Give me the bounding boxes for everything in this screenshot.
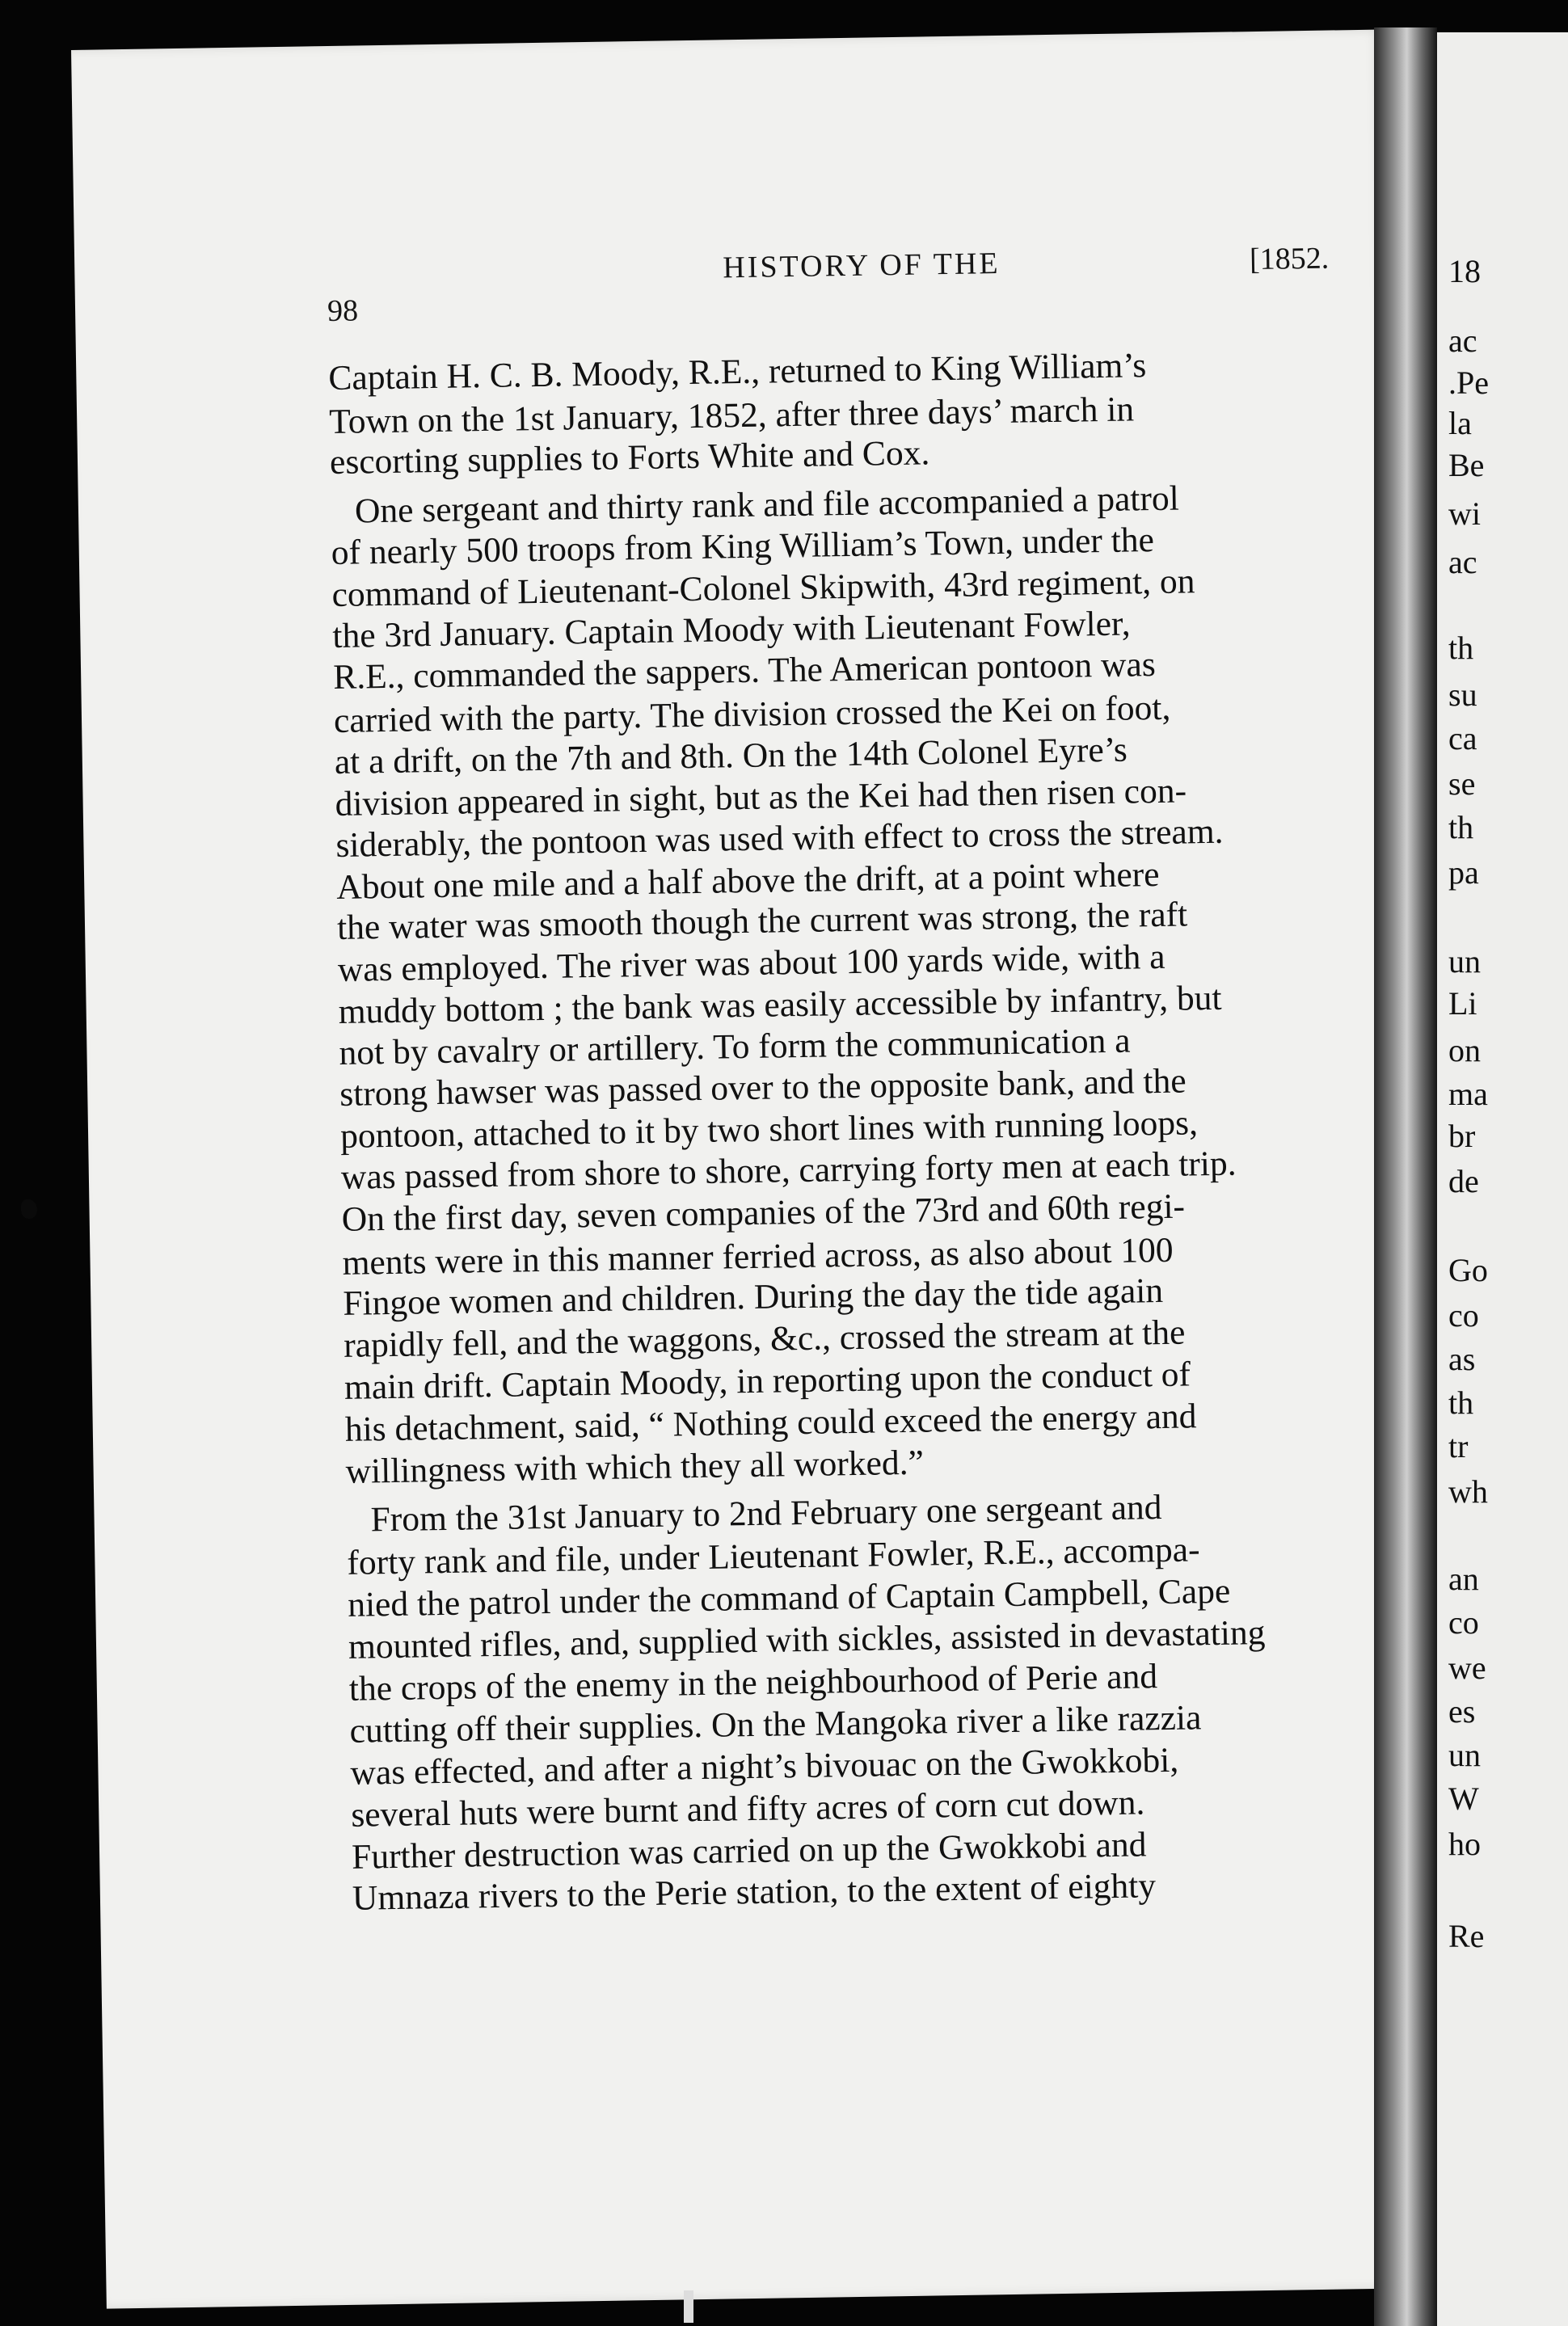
facing-page-fragment: ho [1448, 1826, 1481, 1862]
facing-page-fragment: th [1448, 1384, 1474, 1421]
text-line: pontoon, attached to it by two short lines with running loops, [339, 1103, 1199, 1156]
facing-page-fragment: wi [1448, 495, 1481, 532]
text-line: About one mile and a half above the drift, at a point where [335, 854, 1160, 907]
text-line: willingness with which they all worked.” [345, 1443, 925, 1491]
facing-page-fragment: W [1448, 1780, 1479, 1817]
text-line: his detachment, said, “ Nothing could exceed the energy and [344, 1397, 1197, 1449]
text-line: the water was smooth though the current was strong, the raft [336, 895, 1188, 947]
facing-page-fragment: as [1448, 1341, 1476, 1377]
text-line: mounted rifles, and, supplied with sickles, assisted in devastating [348, 1613, 1266, 1667]
text-line: division appeared in sight, but as the Kei had then risen con- [335, 771, 1187, 824]
facing-page-edge [1437, 32, 1568, 2326]
text-line: nied the patrol under the command of Captain Campbell, Cape [347, 1571, 1231, 1624]
text-line: Umnaza rivers to the Perie station, to the extent of eighty [352, 1866, 1157, 1918]
facing-page-fragment: ma [1448, 1076, 1488, 1112]
text-line: the crops of the enemy in the neighbourhood of Perie and [348, 1657, 1158, 1709]
facing-page-fragment: un [1448, 943, 1481, 980]
facing-page-fragment: es [1448, 1693, 1476, 1730]
facing-page-fragment: de [1448, 1163, 1479, 1199]
scan-speck [684, 2290, 693, 2323]
text-line: main drift. Captain Moody, in reporting upon the conduct of [344, 1355, 1191, 1407]
facing-page-fragment: th [1448, 630, 1474, 666]
page-number: 98 [327, 293, 359, 329]
text-line: the 3rd January. Captain Moody with Lieutenant Fowler, [332, 604, 1131, 656]
facing-page-fragment: se [1448, 765, 1476, 802]
facing-page-fragment: an [1448, 1561, 1479, 1597]
year-marker: [1852. [1249, 241, 1330, 277]
text-line: was passed from shore to shore, carrying forty men at each trip. [340, 1144, 1237, 1197]
facing-page-fragment: tr [1448, 1428, 1469, 1464]
facing-page-fragment: on [1448, 1032, 1481, 1068]
facing-page-fragment: Li [1448, 985, 1477, 1022]
text-line: forty rank and file, under Lieutenant Fowler, R.E., accompa- [347, 1530, 1200, 1582]
text-line: Captain H. C. B. Moody, R.E., returned to King William’s [328, 346, 1147, 398]
facing-page-fragment: we [1448, 1650, 1486, 1686]
facing-page-fragment: pa [1448, 854, 1479, 891]
facing-page-fragment: Go [1448, 1252, 1488, 1288]
text-line: From the 31st January to 2nd February one sergeant and [370, 1488, 1162, 1540]
facing-page-fragment: ca [1448, 720, 1477, 756]
text-line: Town on the 1st January, 1852, after three days’ march in [328, 390, 1135, 442]
text-line: muddy bottom ; the bank was easily accessible by infantry, but [338, 978, 1222, 1031]
facing-page-fragment: ac [1448, 544, 1477, 580]
text-line: was employed. The river was about 100 yards wide, with a [337, 937, 1165, 989]
facing-page-fragment: un [1448, 1737, 1481, 1773]
book-page [71, 30, 1418, 2309]
text-line: One sergeant and thirty rank and file accompanied a patrol [354, 478, 1180, 531]
text-line: escorting supplies to Forts White and Cox. [329, 433, 930, 482]
facing-page-fragment: .Pe [1448, 364, 1489, 401]
facing-page-fragment: br [1448, 1118, 1476, 1154]
text-line: On the first day, seven companies of the 73rd and 60th regi- [341, 1186, 1186, 1239]
scan-speck [21, 1199, 37, 1219]
facing-page-fragment: Be [1448, 447, 1485, 483]
facing-page-fragment: co [1448, 1604, 1479, 1641]
text-line: carried with the party. The division crossed the Kei on foot, [333, 688, 1171, 740]
running-title: HISTORY OF THE [723, 246, 1001, 285]
facing-page-fragment: Re [1448, 1918, 1485, 1954]
book-gutter [1374, 27, 1437, 2326]
text-line: cutting off their supplies. On the Mangoka river a like razzia [349, 1698, 1202, 1751]
facing-page-fragment: th [1448, 809, 1474, 845]
facing-page-fragment: 18 [1448, 253, 1481, 289]
text-line: of nearly 500 troops from King William’s Town, under the [331, 520, 1155, 573]
text-line: strong hawser was passed over to the opposite bank, and the [339, 1061, 1187, 1114]
text-line: Fingoe women and children. During the day the tide again [343, 1270, 1164, 1323]
facing-page-fragment: la [1448, 405, 1472, 441]
text-line: was effected, and after a night’s bivouac on the Gwokkobi, [350, 1740, 1179, 1793]
text-line: not by cavalry or artillery. To form the communication a [339, 1021, 1131, 1072]
text-line: several huts were burnt and fifty acres of corn cut down. [350, 1783, 1145, 1835]
facing-page-fragment: co [1448, 1297, 1479, 1334]
text-line: ments were in this manner ferried across, as also about 100 [342, 1230, 1174, 1283]
text-line: at a drift, on the 7th and 8th. On the 14th Colonel Eyre’s [334, 730, 1128, 782]
facing-page-fragment: ac [1448, 322, 1477, 359]
text-line: rapidly fell, and the waggons, &c., crossed the stream at the [343, 1313, 1186, 1365]
facing-page-fragment: su [1448, 676, 1477, 713]
text-line: command of Lieutenant-Colonel Skipwith, 43rd regiment, on [331, 562, 1195, 615]
facing-page-fragment: wh [1448, 1473, 1488, 1510]
text-line: siderably, the pontoon was used with effect to cross the stream. [335, 811, 1224, 865]
text-line: Further destruction was carried on up the Gwokkobi and [351, 1825, 1147, 1877]
text-line: R.E., commanded the sappers. The American pontoon was [332, 645, 1157, 697]
page-header [327, 241, 1330, 329]
